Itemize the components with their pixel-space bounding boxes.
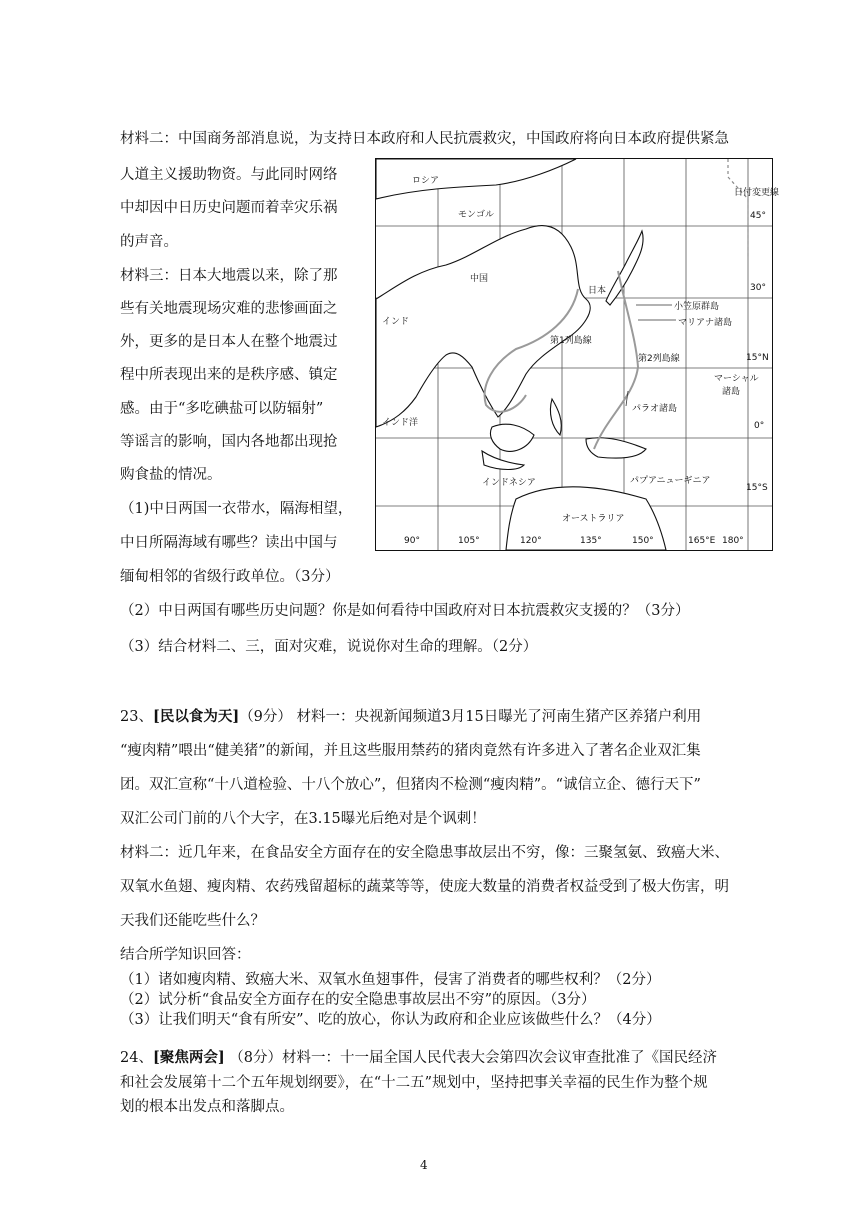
section23-material2-line2: 双氧水鱼翅、瘦肉精、农药残留超标的蔬菜等等，使庞大数量的消费者权益受到了极大伤害，明 [120,879,729,895]
material3-line2: 些有关地震现场灾难的悲惨画面之 [120,301,338,317]
section23-heading-text: （9分） 材料一：央视新闻频道3月15日曝光了河南生猪产区养猪户利用 [239,709,702,725]
lat-tick-15s: 15°S [746,483,768,493]
section23-number: 23、 [120,709,153,725]
lon-tick-90: 90° [404,536,420,546]
lat-tick-45: 45° [750,211,766,221]
section23-line3: 团。双汇宣称“十八道检验、十八个放心”，但猪肉不检测“瘦肉精”。“诚信立企、德行天下” [120,777,701,793]
map-label-date-line: 日付変更線 [734,188,780,198]
section23-heading [120,707,701,727]
section23-intro: 结合所学知识回答： [120,947,251,963]
map-label-chain2: 第2列島線 [638,354,680,364]
map-label-marshall-2: 諸島 [722,387,741,397]
material2-line4: 的声音。 [120,234,178,250]
asia-pacific-map [375,158,780,551]
section23-question3: （3）让我们明天“食有所安”、吃的放心，你认为政府和企业应该做些什么？（4分） [120,1012,661,1028]
lat-tick-0: 0° [754,421,765,431]
map-drawing [376,159,772,550]
lat-tick-15n: 15°N [746,353,769,363]
section24-line2: 和社会发展第十二个五年规划纲要》，在“十二五”规划中，坚持把事关幸福的民生作为整个规 [120,1075,708,1091]
lon-tick-120: 120° [520,536,542,546]
section23-material2-line1: 材料二：近几年来，在食品安全方面存在的安全隐患事故层出不穷，像：三聚氢氨、致癌大米、 [120,845,729,861]
map-label-india: インド [382,317,410,327]
map-label-indonesia: インドネシア [482,478,536,488]
material3-line4: 程中所表现出来的是秩序感、镇定 [120,367,338,383]
material2-line1: 材料二：中国商务部消息说，为支持日本政府和人民抗震救灾，中国政府将向日本政府提供紧急 [120,131,729,147]
map-label-ogasawara: 小笠原群島 [674,302,720,312]
section24-title: [聚焦两会] [152,1049,225,1066]
lon-tick-105: 105° [458,536,480,546]
map-label-indian-ocean: インド洋 [382,418,419,428]
lon-tick-180: 180° [722,536,744,546]
page-number: 4 [420,1158,428,1172]
material3-line5: 感。由于“多吃碘盐可以防辐射” [120,401,324,417]
material3-line3: 外，更多的是日本人在整个地震过 [120,334,338,350]
section23-title: [民以食为天] [152,708,240,725]
question1-line2: 中日所隔海域有哪些？读出中国与 [120,535,338,551]
question2: （2）中日两国有哪些历史问题？你是如何看待中国政府对日本抗震救灾支援的？（3分） [120,603,690,619]
section23-line4: 双汇公司门前的八个大字，在3.15曝光后绝对是个讽刺！ [120,811,486,827]
map-label-png: パプアニューギニア [630,476,711,486]
question1-line1: （1)中日两国一衣带水，隔海相望， [120,501,353,517]
map-label-mongolia: モンゴル [458,210,495,220]
question3: （3）结合材料二、三，面对灾难，说说你对生命的理解。（2分） [120,639,538,655]
map-label-palau: パラオ諸島 [632,404,678,414]
section23-question2: （2）试分析“食品安全方面存在的安全隐患事故层出不穷”的原因。（3分） [120,992,596,1008]
map-label-china: 中国 [470,274,489,284]
section24-heading-text: （8分）材料一：十一届全国人民代表大会第四次会议审查批准了《国民经济 [224,1050,718,1066]
map-label-australia: オーストラリア [562,514,625,524]
lon-tick-165e: 165°E [688,536,716,546]
map-label-mariana: マリアナ諸島 [678,318,733,328]
material2-line3: 中却因中日历史问题而着幸灾乐祸 [120,200,338,216]
lat-tick-30: 30° [750,283,766,293]
question1-line3: 缅甸相邻的省级行政单位。（3分） [120,569,340,585]
map-label-japan: 日本 [588,286,607,296]
lon-tick-150: 150° [632,536,654,546]
material3-line7: 购食盐的情况。 [120,467,222,483]
map-label-russia: ロシア [412,176,440,186]
material3-line6: 等谣言的影响，国内各地都出现抢 [120,434,338,450]
section23-line2: “瘦肉精”喂出“健美猪”的新闻，并且这些服用禁药的猪肉竟然有许多进入了著名企业双汇集 [120,743,701,759]
lon-tick-135: 135° [580,536,602,546]
material2-line2: 人道主义援助物资。与此同时网络 [120,167,338,183]
section23-question1: （1）诸如瘦肉精、致癌大米、双氧水鱼翅事件，侵害了消费者的哪些权利？（2分） [120,972,661,988]
map-label-chain1: 第1列島線 [550,336,592,346]
map-label-marshall-1: マーシャル [714,374,759,384]
section24-heading [120,1048,717,1068]
material3-line1: 材料三：日本大地震以来，除了那 [120,268,338,284]
section24-number: 24、 [120,1050,153,1066]
section23-material2-line3: 天我们还能吃些什么？ [120,913,265,929]
section24-line3: 划的根本出发点和落脚点。 [120,1099,294,1115]
